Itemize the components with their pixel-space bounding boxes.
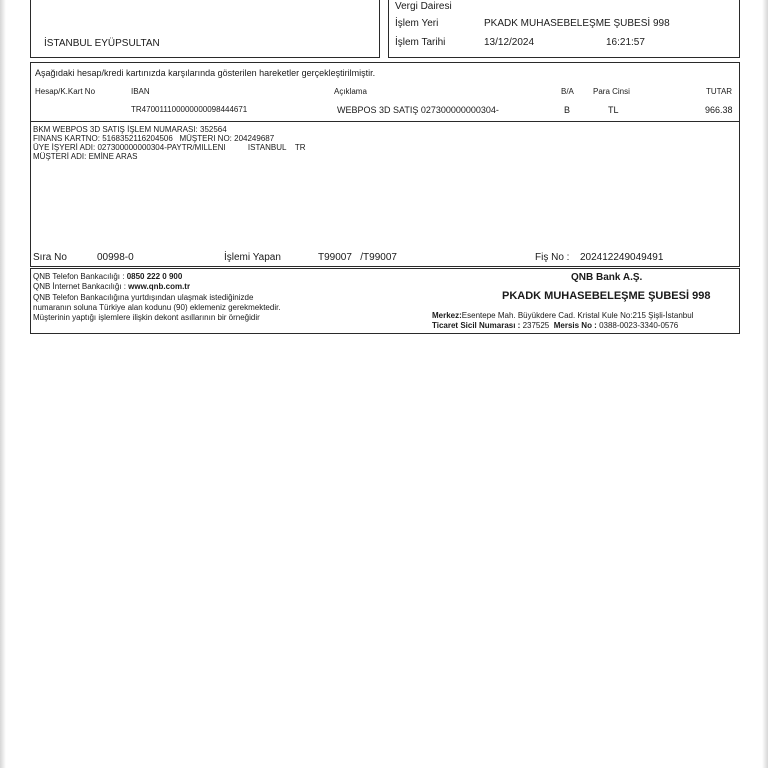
islemi-yapan-value: T99007 /T99007	[318, 252, 397, 263]
footer-note: Müşterinin yaptığı işlemlere ilişkin dekont asıllarının bir örneğidir	[33, 313, 260, 322]
merkez-value: Esentepe Mah. Büyükdere Cad. Kristal Kule No:215 Şişli-İstanbul	[461, 311, 694, 320]
detail-line: MÜŞTERİ ADI: EMİNE ARAS	[33, 152, 138, 161]
header-city: İSTANBUL EYÜPSULTAN	[44, 38, 160, 49]
footer-internet	[33, 283, 190, 291]
vergi-dairesi-label: Vergi Dairesi	[395, 1, 452, 12]
col-iban: IBAN	[131, 87, 150, 96]
row-para: TL	[608, 105, 619, 115]
islemi-yapan-label: İşlemi Yapan	[224, 252, 281, 263]
detail-line: FINANS KARTNO: 5168352116204506 MÜŞTERI NO: 204249687	[33, 134, 275, 143]
islem-yeri-value: PKADK MUHASEBELEŞME ŞUBESİ 998	[484, 18, 670, 29]
row-divider	[31, 121, 739, 122]
footer-internet-value: www.qnb.com.tr	[128, 282, 191, 291]
islem-yeri-label: İşlem Yeri	[395, 18, 439, 29]
col-aciklama: Açıklama	[334, 87, 367, 96]
col-ba: B/A	[561, 87, 574, 96]
sira-value: 00998-0	[97, 252, 134, 263]
fis-label: Fiş No :	[535, 252, 570, 263]
sicil-mersis	[432, 322, 678, 330]
footer-note: QNB Telefon Bankacılığına yurtdışından ulaşmak istediğinizde	[33, 293, 254, 302]
footer-tel-label: QNB Telefon Bankacılığı :	[33, 272, 127, 281]
merkez-label: Merkez:	[432, 311, 462, 320]
mersis-label: Mersis No :	[553, 321, 600, 330]
detail-line: BKM WEBPOS 3D SATIŞ İŞLEM NUMARASI: 352564	[33, 125, 227, 134]
mersis-value: 0388-0023-3340-0576	[599, 321, 679, 330]
islem-tarihi-date: 13/12/2024	[484, 37, 535, 48]
page-edge-right	[762, 0, 768, 768]
row-iban: TR470011100000000098444671	[131, 105, 248, 114]
merkez-address	[432, 312, 693, 320]
col-hesap: Hesap/K.Kart No	[35, 87, 96, 96]
detail-line: ÜYE İŞYERİ ADI: 027300000000304-PAYTR/MILLENI ISTANBUL TR	[33, 143, 306, 152]
footer-internet-label: QNB İnternet Bankacılığı :	[33, 282, 129, 291]
ticaret-value: 237525	[522, 321, 550, 330]
footer-note: numaranın soluna Türkiye alan kodunu (90) eklemeniz gerekmektedir.	[33, 303, 281, 312]
islem-tarihi-time: 16:21:57	[606, 37, 645, 48]
row-tutar: 966.38	[705, 105, 733, 115]
islem-tarihi-label: İşlem Tarihi	[395, 37, 446, 48]
col-tutar: TUTAR	[706, 87, 733, 96]
footer-tel-value: 0850 222 0 900	[126, 272, 183, 281]
col-para: Para Cinsi	[593, 87, 630, 96]
row-ba: B	[564, 105, 571, 115]
statement-intro: Aşağıdaki hesap/kredi kartınızda karşılarında gösterilen hareketler gerçekleştirilmiştir.	[35, 68, 376, 78]
row-aciklama: WEBPOS 3D SATIŞ 027300000000304-	[337, 105, 499, 115]
header-left-box	[30, 0, 380, 58]
bank-name: QNB Bank A.Ş.	[571, 272, 643, 283]
footer-tel	[33, 273, 182, 281]
branch-name: PKADK MUHASEBELEŞME ŞUBESİ 998	[502, 290, 711, 302]
page-edge-left	[0, 0, 6, 768]
ticaret-label: Ticaret Sicil Numarası :	[432, 321, 523, 330]
fis-value: 202412249049491	[580, 252, 664, 263]
sira-label: Sıra No	[33, 252, 67, 263]
